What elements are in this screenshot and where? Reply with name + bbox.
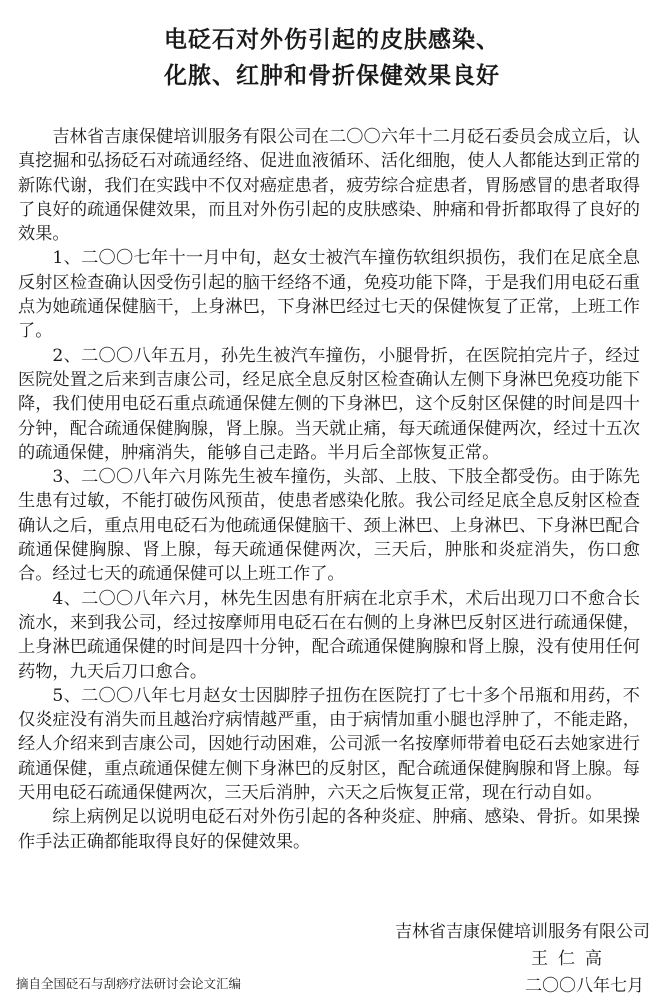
case-paragraph-1: 1、二〇〇七年十一月中旬，赵女士被汽车撞伤软组织损伤，我们在足底全息反射区检查确认因受伤引起的脑干经络不通，免疫功能下降，于是我们用电砭石重点为她疏通保健脑干，上身淋巴，下身淋巴经过七天的保健恢复了正常，上班工作了。 xyxy=(18,248,640,342)
conclusion-paragraph: 综上病例足以说明电砭石对外伤引起的各种炎症、肿痛、感染、骨折。如果操作手法正确都能取得良好的保健效果。 xyxy=(18,807,640,852)
case-paragraph-5: 5、二〇〇八年七月赵女士因脚脖子扭伤在医院打了七十多个吊瓶和用药，不仅炎症没有消失而且越治疗病情越严重，由于病情加重小腿也浮肿了，不能走路，经人介绍来到吉康公司，因她行动困难，公司派一名按摩师带着电砭石去她家进行疏通保健，重点疏通保健左侧下身淋巴的反射区，配合疏通保健胸腺和肾上腺。每天用电砭石疏通保健两次，三天后消肿，六天之后恢复正常，现在行动自如。 xyxy=(18,685,640,804)
title-line-1: 电砭石对外伤引起的皮肤感染、 xyxy=(164,27,500,53)
signature-date: 二〇〇八年七月 xyxy=(525,976,644,996)
case-paragraph-3: 3、二〇〇八年六月陈先生被车撞伤，头部、上肢、下肢全都受伤。由于陈先生患有过敏，不能打破伤风预苗，使患者感染化脓。我公司经足底全息反射区检查确认之后，重点用电砭石为他疏通保健脑干、颈上淋巴、上身淋巴、下身淋巴配合疏通保健胸腺、肾上腺，每天疏通保健两次，三天后，肿胀和炎症消失，伤口愈合。经过七天的疏通保健可以上班工作了。 xyxy=(18,467,640,585)
case-paragraph-4: 4、二〇〇八年六月，林先生因患有肝病在北京手术，术后出现刀口不愈合长流水，来到我公司，经过按摩师用电砭石在右侧的上身淋巴反射区进行疏通保健，上身淋巴疏通保健的时间是四十分钟，配合疏通保健胸腺和肾上腺，没有使用任何药物，九天后刀口愈合。 xyxy=(18,588,640,682)
signature-author: 王仁高 xyxy=(531,949,612,969)
page-title xyxy=(0,22,664,94)
intro-paragraph: 吉林省吉康保健培训服务有限公司在二〇〇六年十二月砭石委员会成立后，认真挖掘和弘扬砭石对疏通经络、促进血液循环、活化细胞，使人人都能达到正常的新陈代谢，我们在实践中不仅对癌症患者，疲劳综合症患者，胃肠感冒的患者取得了良好的疏通保健效果，而且对外伤引起的皮肤感染、肿痛和骨折都取得了良好的效果。 xyxy=(18,127,640,245)
signature-block xyxy=(330,919,650,1000)
source-note: 摘自全国砭石与刮痧疗法研讨会论文汇编 xyxy=(16,976,242,991)
article-body xyxy=(18,125,640,854)
signature-organization: 吉林省吉康保健培训服务有限公司 xyxy=(395,922,650,942)
case-paragraph-2: 2、二〇〇八年五月，孙先生被汽车撞伤，小腿骨折，在医院拍完片子，经过医院处置之后来到吉康公司，经足底全息反射区检查确认左侧下身淋巴免疫功能下降，我们使用电砭石重点疏通保健左侧的下身淋巴，这个反射区保健的时间是四十分钟，配合疏通保健胸腺，肾上腺。当天就止痛，每天疏通保健两次，经过十五次的疏通保健，肿痛消失，能够自己走路。半月后全部恢复正常。 xyxy=(18,345,640,463)
title-line-2: 化脓、红肿和骨折保健效果良好 xyxy=(164,63,500,89)
